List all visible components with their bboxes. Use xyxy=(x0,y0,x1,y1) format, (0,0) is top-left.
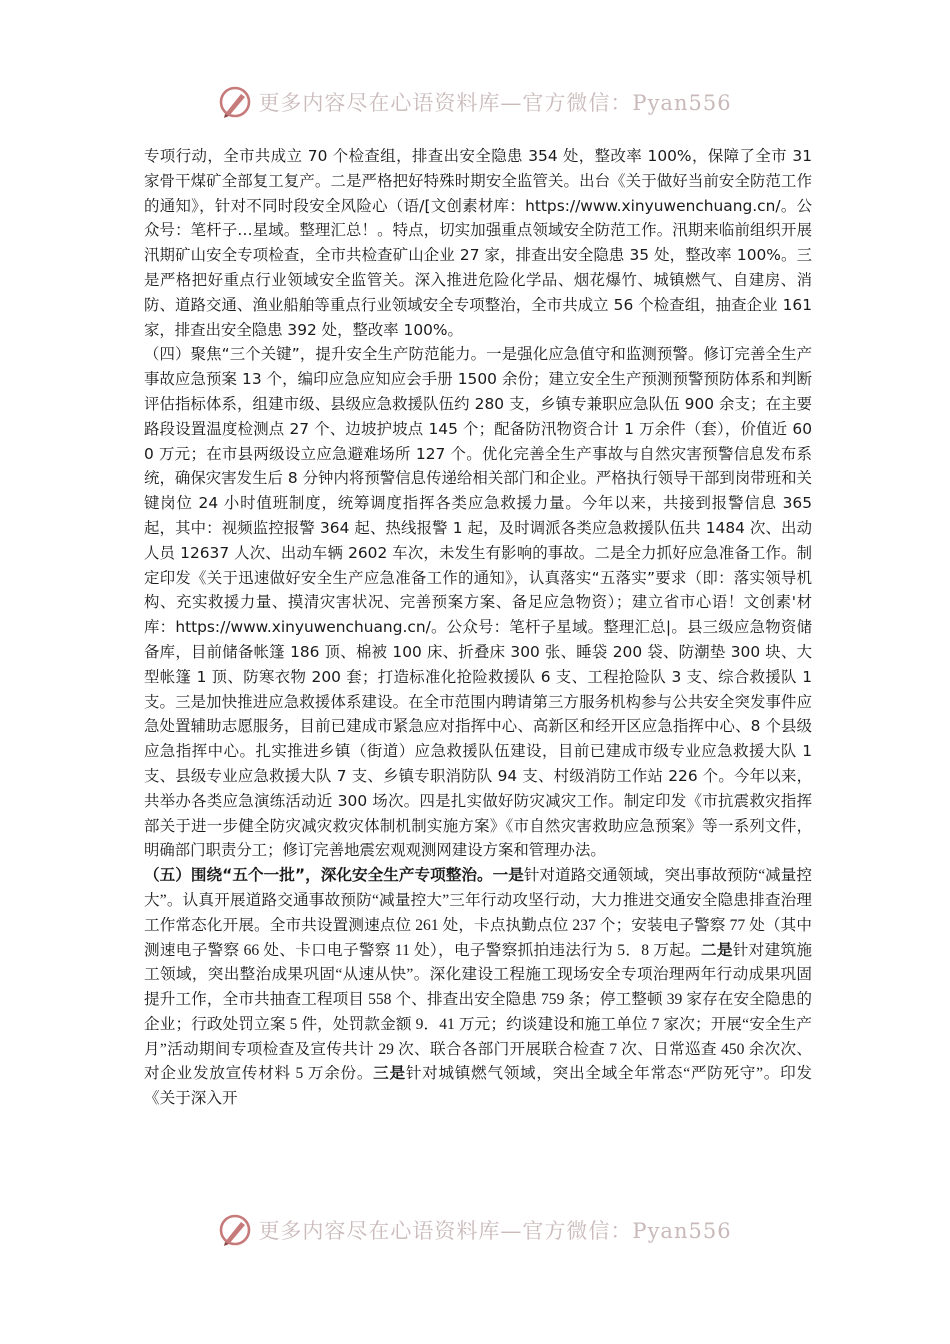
paragraph-five-batches xyxy=(144,863,812,1112)
construction-text: 针对建筑施工领域，突出整治成果巩固“从速从快”。深化建设工程施工现场安全专项治理两年行动成果巩固提升工作，全市共抽查工程项目 558 个、排查出安全隐患 759 条；停工整顿 39 家存在安全隐患的企业；行政处罚立案 5 件，处罚款金额 9．41 万元；约谈建设和施工单位 7 家次；开展“安全生产月”活动期间专项检查及宣传共计 29 次、联合各部门开展联合检查 7 次、日常巡查 450 余次次、对企业发放宣传材料 5 万余份。 xyxy=(144,941,812,1083)
gas-text: 针对城镇燃气领域，突出全域全年常态“严防死守”。印发《关于深入开 xyxy=(144,1065,812,1108)
section-heading-five-batches: （五）围绕“五个一批”，深化安全生产专项整治。一是 xyxy=(144,866,524,885)
paragraph-three-keys: （四）聚焦“三个关键”，提升安全生产防范能力。一是强化应急值守和监测预警。修订完善全生产事故应急预案 13 个，编印应急应知应会手册 1500 余份；建立安全生产预测预警预防体系和判断评估指标体系，组建市级、县级应急救援队伍约 280 支，乡镇专兼职应急队伍 900 余支；在主要路段设置温度检测点 27 个、边坡护坡点 145 个；配备防汛物资合计 1 万余件（套），价值近 600 万元；在市县两级设立应急避难场所 127 个。优化完善全生产事故与自然灾害预警信息发布系统，确保灾害发生后 8 分钟内将预警信息传递给相关部门和企业。严格执行领导干部到岗带班和关键岗位 24 小时值班制度，统筹调度指挥各类应急救援力量。今年以来，共接到报警信息 365 起，其中：视频监控报警 364 起、热线报警 1 起，及时调派各类应急救援队伍共 1484 次、出动人员 12637 人次、出动车辆 2602 车次，未发生有影响的事故。二是全力抓好应急准备工作。制定印发《关于迅速做好安全生产应急准备工作的通知》，认真落实“五落实”要求（即：落实领导机构、充实救援力量、摸清灾害状况、完善预案方案、备足应急物资）；建立省市心语！文创素'材库：https://www.xinyuwenchuang.cn/。公众号：笔杆子星域。整理汇总|。县三级应急物资储备库，目前储备帐篷 186 顶、棉被 100 床、折叠床 300 张、睡袋 200 袋、防潮垫 300 块、大型帐篷 1 顶、防寒衣物 200 套；打造标准化抢险救援队 6 支、工程抢险队 3 支、综合救援队 1 支。三是加快推进应急救援体系建设。在全市范围内聘请第三方服务机构参与公共安全突发事件应急处置辅助志愿服务，目前已建成市紧急应对指挥中心、高新区和经开区应急指挥中心、8 个县级应急指挥中心。扎实推进乡镇（街道）应急救援队伍建设，目前已建成市级专业应急救援大队 1 支、县级专业应急救援大队 7 支、乡镇专职消防队 94 支、村级消防工作站 226 个。今年以来，共举办各类应急演练活动近 300 场次。四是扎实做好防灾减灾工作。制定印发《市抗震救灾指挥部关于进一步健全防灾减灾救灾体制机制实施方案》《市自然灾害救助应急预案》等一系列文件，明确部门职责分工；修订完善地震宏观观测网建设方案和管理办法。 xyxy=(144,345,812,860)
pen-logo-icon xyxy=(218,85,252,119)
ordinal-second: 二是 xyxy=(700,941,733,959)
footer-watermark-banner xyxy=(0,1208,950,1252)
header-watermark-banner xyxy=(0,80,950,124)
footer-watermark-text: 更多内容尽在心语资料库—官方微信：Pyan556 xyxy=(258,1219,732,1243)
road-traffic-text: 针对道路交通领域，突出事故预防“减量控大”。认真开展道路交通事故预防“减量控大”三年行动攻坚行动，大力推进交通安全隐患排查治理工作常态化开展。全市共设置测速点位 261 处，卡点执勤点位 237 个；安装电子警察 77 处（其中测速电子警察 66 处、卡口电子警察 11 处），电子警察抓拍违法行为 5．8 万起。 xyxy=(144,867,813,959)
pen-logo-icon xyxy=(218,1213,252,1247)
header-watermark-text: 更多内容尽在心语资料库—官方微信：Pyan556 xyxy=(258,91,732,115)
ordinal-third: 三是 xyxy=(373,1065,406,1083)
document-body xyxy=(144,144,812,1112)
paragraph-special-actions: 专项行动，全市共成立 70 个检查组，排查出安全隐患 354 处，整改率 100%，保障了全市 31 家骨干煤矿全部复工复产。二是严格把好特殊时期安全监管关。出台《关于做好当前安全防范工作的通知》，针对不同时段安全风险心（语/[文创素材库：https://www.xinyuwenchuang.cn/。公众号：笔杆子…星域。整理汇总！。特点，切实加强重点领域安全防范工作。汛期来临前组织开展汛期矿山安全专项检查，全市共检查矿山企业 27 家，排查出安全隐患 35 处，整改率 100%。三是严格把好重点行业领域安全监管关。深入推进危险化学品、烟花爆竹、城镇燃气、自建房、消防、道路交通、渔业船舶等重点行业领域安全专项整治，全市共成立 56 个检查组，抽查企业 161 家，排查出安全隐患 392 处，整改率 100%。 xyxy=(144,147,812,339)
